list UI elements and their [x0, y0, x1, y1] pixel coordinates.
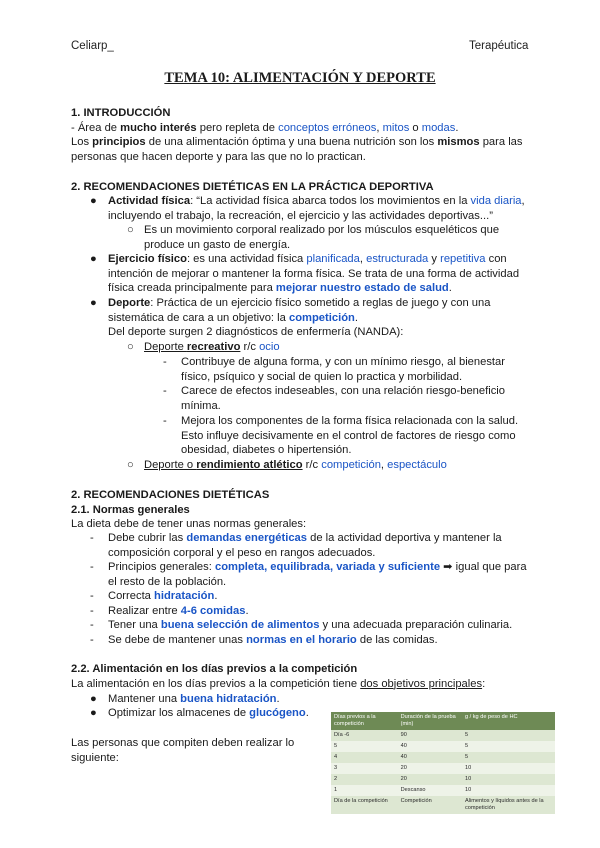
list-item: Correcta hidratación. [108, 590, 218, 602]
list-item: Se debe de mantener unas normas en el horario de las comidas. [108, 634, 438, 646]
header-right: Terapéutica [469, 40, 529, 52]
list-item: Principios generales: completa, equilibrada, variada y suficiente ➡ igual que para el resto de la población. [108, 561, 527, 588]
carb-loading-table [331, 712, 555, 814]
sub-sub-list-item: Contribuye de alguna forma, y con un mínimo riesgo, al bienestar físico, psíquico y social de quien lo practica y morbilidad. [181, 356, 505, 383]
table-row [331, 763, 555, 774]
table-cell: 2 [331, 774, 398, 785]
table-cell: 40 [398, 752, 462, 763]
table-header-row [331, 712, 555, 730]
dash-bullet: - [163, 356, 167, 368]
table-cell: 1 [331, 785, 398, 796]
page-title: TEMA 10: ALIMENTACIÓN Y DEPORTE [164, 70, 436, 86]
bullet-icon: ● [90, 693, 97, 705]
header-left: Celiarp_ [71, 40, 114, 52]
section-heading: 1. INTRODUCCIÓN [71, 107, 171, 119]
dash-bullet: - [90, 634, 94, 646]
table-cell: 40 [398, 741, 462, 752]
table-cell: 4 [331, 752, 398, 763]
table-cell: 10 [462, 785, 555, 796]
table-cell: 10 [462, 774, 555, 785]
list-item-deporte: Deporte: Práctica de un ejercicio físico sometido a reglas de juego y con una sistemática de cara a un objetivo: la competición. Del deporte surgen 2 diagnósticos de enfermería (NANDA): [108, 297, 491, 339]
dash-bullet: - [90, 561, 94, 573]
table-row [331, 730, 555, 741]
table-cell: 20 [398, 763, 462, 774]
sub-sub-list-item: Mejora los componentes de la forma física relacionada con la salud. Esto influye decisivamente en el control de factores de riesgo como obesidad, diabetes o hipertensión. [181, 415, 519, 457]
bullet-icon: ● [90, 297, 97, 309]
dash-bullet: - [90, 605, 94, 617]
subsection-heading: 2.2. Alimentación en los días previos a la competición [71, 663, 358, 675]
section-heading: 2. RECOMENDACIONES DIETÉTICAS EN LA PRÁCTICA DEPORTIVA [71, 181, 434, 193]
table-cell: 90 [398, 730, 462, 741]
dash-bullet: - [90, 590, 94, 602]
table-cell: 20 [398, 774, 462, 785]
table-cell: 10 [462, 763, 555, 774]
dash-bullet: - [163, 415, 167, 427]
table-cell: 5 [462, 730, 555, 741]
bullet-icon: ● [90, 253, 97, 265]
table-row [331, 774, 555, 785]
paragraph-line: Los principios de una alimentación óptima y una buena nutrición son los mismos para las [71, 136, 523, 149]
paragraph-line: La alimentación en los días previos a la competición tiene dos objetivos principales: [71, 677, 486, 690]
circle-bullet-icon: ○ [127, 459, 134, 471]
circle-bullet-icon: ○ [127, 224, 134, 236]
bullet-icon: ● [90, 195, 97, 207]
table-cell: 5 [462, 741, 555, 752]
bullet-icon: ● [90, 707, 97, 719]
paragraph: Las personas que compiten deben realizar lo siguiente: [71, 737, 295, 764]
table-header-cell: g / kg de peso de HC [462, 712, 555, 730]
dash-bullet: - [90, 619, 94, 631]
sub-list-item-recreativo: Deporte recreativo r/c ocio [144, 341, 280, 353]
table-cell: Competición [398, 796, 462, 814]
list-item-ejercicio-fisico: Ejercicio físico: es una actividad física planificada, estructurada y repetitiva con intención de mejorar o mantener la forma física. Se trata de una forma de actividad física creada principalmente para mejorar nuestro estado de salud. [108, 253, 520, 295]
paragraph-line: personas que hacen deporte y para las que no lo practican. [71, 150, 366, 163]
dash-bullet: - [163, 385, 167, 397]
table-cell: 5 [462, 752, 555, 763]
dash-bullet: - [90, 532, 94, 544]
table-cell: Descanso [398, 785, 462, 796]
subsection-heading: 2.1. Normas generales [71, 503, 190, 516]
table-header-cell: Días previos a la competición [331, 712, 398, 730]
table-row [331, 741, 555, 752]
table-cell: Alimentos y líquidos antes de la competición [462, 796, 555, 814]
sub-sub-list-item: Carece de efectos indeseables, con una relación riesgo-beneficio mínima. [181, 385, 506, 412]
table-row [331, 752, 555, 763]
section-dias-previos [71, 662, 541, 691]
list-item: Realizar entre 4-6 comidas. [108, 605, 249, 617]
paragraph-line: La dieta debe de tener unas normas generales: [71, 518, 307, 531]
circle-bullet-icon: ○ [127, 341, 134, 353]
paragraph-line: - Área de mucho interés pero repleta de conceptos erróneos, mitos o modas. [71, 121, 459, 134]
list-item-actividad-fisica: Actividad física: “La actividad física abarca todos los movimientos en la vida diaria, incluyendo el trabajo, la recreación, el ejercicio y las actividades deportivas...” [108, 195, 525, 222]
table-cell: Día de la competición [331, 796, 398, 814]
table-cell: Día -6 [331, 730, 398, 741]
table-footer-row [331, 796, 555, 814]
sub-list-item-rendimiento: Deporte o rendimiento atlético r/c competición, espectáculo [144, 459, 447, 471]
table-cell: 5 [331, 741, 398, 752]
list-item: Mantener una buena hidratación. [108, 693, 280, 705]
table-row [331, 785, 555, 796]
table-cell: 3 [331, 763, 398, 774]
table-header-cell: Duración de la prueba (min) [398, 712, 462, 730]
section-introduction [71, 106, 541, 164]
list-item: Tener una buena selección de alimentos y una adecuada preparación culinaria. [108, 619, 513, 631]
list-item: Optimizar los almacenes de glucógeno. [108, 707, 309, 719]
section-heading: 2. RECOMENDACIONES DIETÉTICAS [71, 489, 270, 501]
section-recomendaciones [71, 488, 541, 532]
list-item: Debe cubrir las demandas energéticas de la actividad deportiva y mantener la composición corporal y el peso en rangos adecuados. [108, 532, 502, 559]
sub-list-item: Es un movimiento corporal realizado por los músculos esqueléticos que produce un gasto de energía. [144, 224, 500, 251]
